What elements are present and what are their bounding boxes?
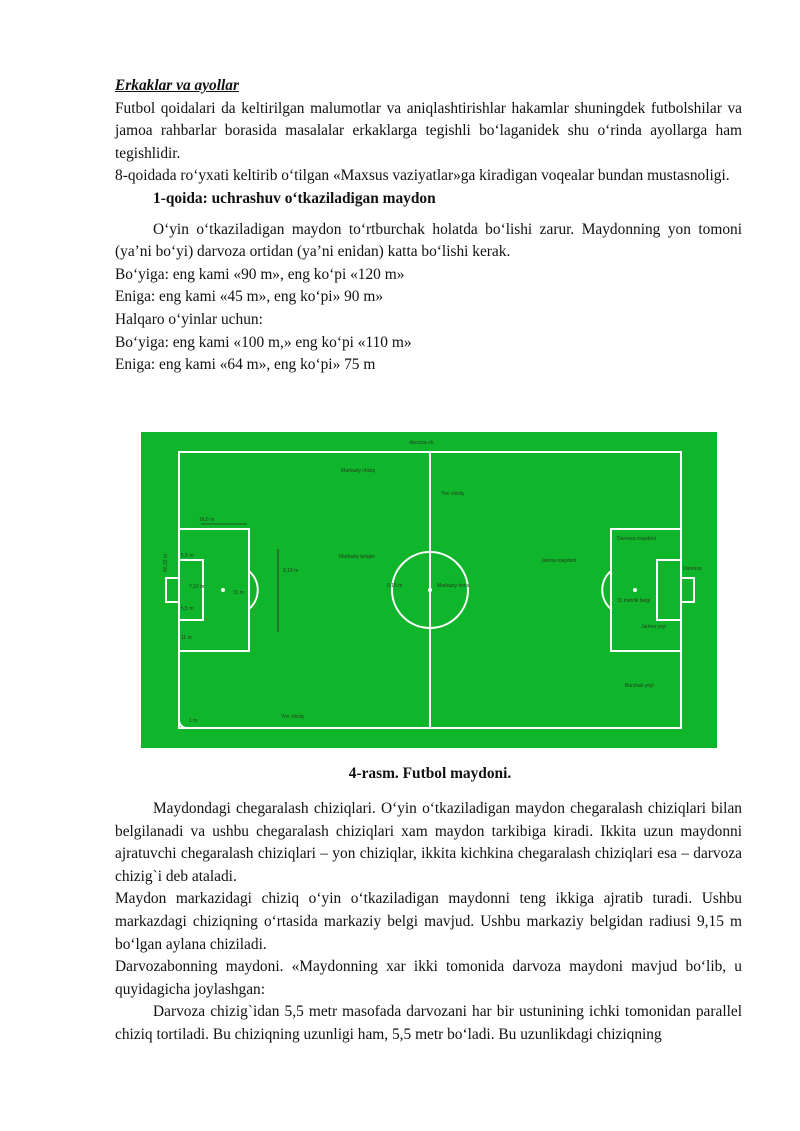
label-right-goal-area: Darvoza maydoni: [617, 536, 656, 542]
label-right-lower: Burchak yoyi: [625, 683, 654, 689]
left-penalty-spot: [221, 588, 225, 592]
label-center-radius: 9,15 m: [387, 583, 403, 589]
figure-caption: 4-rasm. Futbol maydoni.: [348, 765, 512, 782]
dimension-line: Eniga: eng kami «45 m», eng ko‘pi» 90 m»: [115, 288, 384, 306]
lower-text: [115, 798, 742, 1047]
label-right-penalty-spot: 11 metrlik belgi: [617, 598, 651, 604]
label-arc-radius: 9,15 m: [283, 568, 299, 574]
label-left-side: 40,32 m: [163, 553, 169, 572]
upper-text: [115, 75, 742, 377]
label-penalty-area: Jarima maydoni: [541, 558, 577, 564]
intro-paragraph: Futbol qoidalari da keltirilgan malumotlar va aniqlashtirishlar hakamlar shuningdek futbolshilar va jamoa rahbarlar borasida masalalar erkaklarga tegishli bo‘laganidek shu o‘rinda ayollarga ham tegishlidir.: [115, 99, 742, 162]
dimension-line: Halqaro o‘yinlar uchun:: [115, 310, 263, 328]
label-top: darvoza ch.: [409, 440, 435, 446]
label-box-top: 16,5 m: [199, 517, 215, 523]
label-box-bottom: 11 m: [181, 635, 192, 641]
exception-paragraph: 8-qoidada ro‘yxati keltirib o‘tilgan «Maxsus vaziyatlar»ga kiradigan voqealar bundan mustasnoligi.: [115, 167, 730, 185]
label-bottom-mid: Yon chiziq: [281, 714, 304, 720]
football-field-figure: [141, 432, 717, 748]
rule-paragraph: O‘yin o‘tkaziladigan maydon to‘rtburchak holatda bo‘lishi zarur. Maydonning yon tomoni (ya’ni bo‘yi) darvoza ortidan (ya’ni enidan) katta bo‘lishi kerak.: [115, 220, 742, 261]
label-halfway-right: Markaziy doira: [437, 583, 470, 589]
right-penalty-spot: [633, 588, 637, 592]
dimension-line: Eniga: eng kami «64 m», eng ko‘pi» 75 m: [115, 356, 376, 374]
label-small-box-bottom: 5,5 m: [181, 606, 194, 612]
label-halfway-left: Markaziy belgisi: [339, 554, 375, 560]
label-goal-width: 7,32 m: [189, 584, 205, 590]
dimension-line: Bo‘yiga: eng kami «90 m», eng ko‘pi «120 m»: [115, 265, 405, 283]
rule-title: 1-qoida: uchrashuv o‘tkaziladigan maydon: [153, 189, 436, 207]
body-paragraph: Darvozabonning maydoni. «Maydonning xar ikki tomonida darvoza maydoni mavjud bo‘lib, u quyidagicha joylashgan:: [115, 958, 742, 998]
centre-spot: [428, 588, 432, 592]
dimension-line: Bo‘yiga: eng kami «100 m,» eng ko‘pi «110 m»: [115, 333, 412, 351]
label-corner: 1 m: [189, 718, 198, 724]
body-paragraph: Maydon markazidagi chiziq o‘yin o‘tkaziladigan maydonni teng ikkiga ajratib turadi. Ushbu markazdagi chiziqning o‘rtasida markaziy belgi mavjud. Ushbu markaziy belgidan radiusi 9,15 m bo‘lgan aylana chiziladi.: [115, 890, 742, 953]
section-heading: Erkaklar va ayollar: [115, 77, 239, 94]
label-right-arc: Jarima yoyi: [641, 624, 667, 630]
label-upper-note: Yon chiziq: [441, 491, 464, 497]
body-paragraph: Maydondagi chegaralash chiziqlari. O‘yin o‘tkaziladigan maydon chegaralash chiziqlari bilan belgilanadi va ushbu chegaralash chiziqlari xam maydon tarkibiga kiradi. Ikkita uzun maydonni ajratuvchi chegaralash chiziqlari – yon chiziqlar, ikkita kichkina chegaralash chiziqlari esa – darvoza chizig`i deb ataladi.: [115, 800, 742, 885]
label-spot: 11 m: [233, 590, 244, 596]
label-upper-mid: Markaziy chiziq: [341, 468, 376, 474]
label-small-box-top: 5,5 m: [181, 553, 194, 559]
label-right-goal: Darvoza: [683, 566, 702, 572]
body-paragraph: Darvoza chizig`idan 5,5 metr masofada darvozani har bir ustunining ichki tomonidan parallel chiziq tortiladi. Bu chiziqning uzunligi ham, 5,5 metr bo‘ladi. Bu uzunlikdagi chiziqning: [115, 1003, 742, 1043]
